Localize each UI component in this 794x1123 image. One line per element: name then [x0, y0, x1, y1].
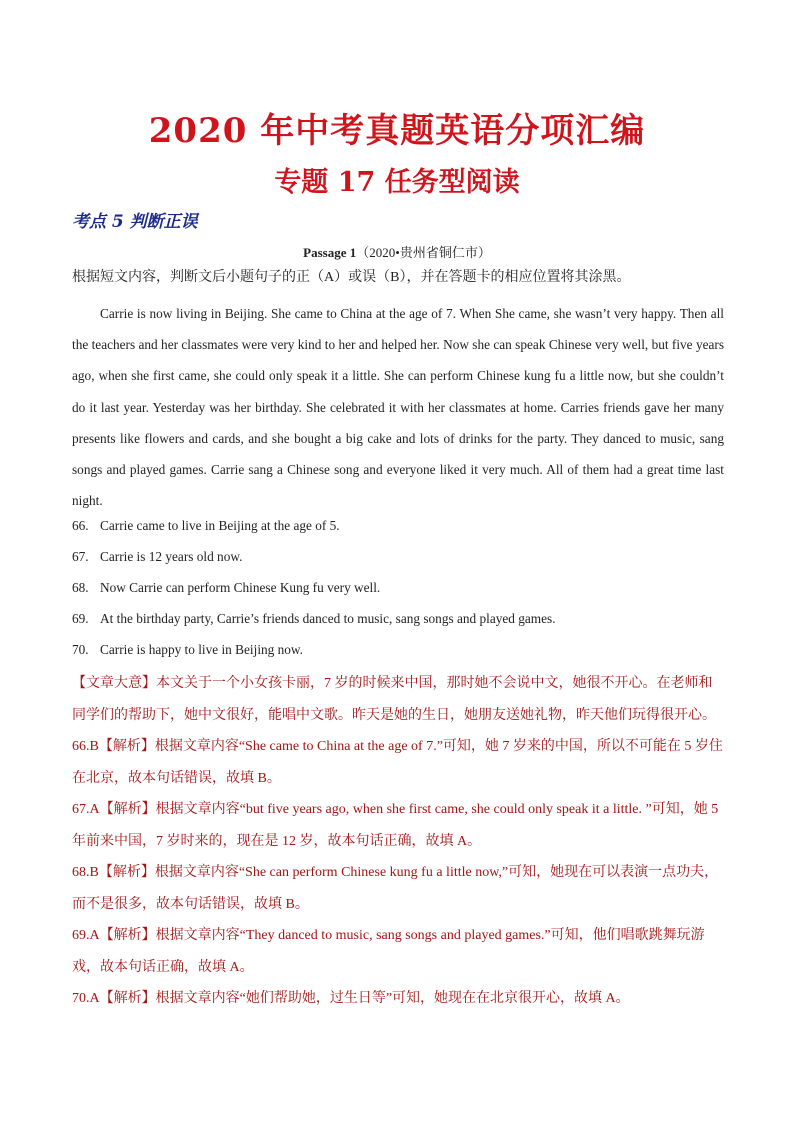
answer-tag: 66.B【解析】	[72, 739, 155, 754]
answer-text: 根据文章内容“She can perform Chinese kung fu a little now,”可知，她现在可以表演一点功夫，而不是很多，故本句话错误，故填 B。	[72, 865, 719, 912]
question-number: 70.	[72, 642, 89, 657]
question-text: Carrie is happy to live in Beijing now.	[100, 642, 303, 657]
page-title: 2020 年中考真题英语分项汇编	[148, 111, 646, 151]
answer-tag: 70.A【解析】	[72, 991, 156, 1006]
question-item	[72, 518, 340, 534]
passage-text: Carrie is now living in Beijing. She came to China at the age of 7. When She came, she wasn’t very happy. Then all the teachers and her classmates were very kind to her and helped her. Now she can speak Chinese very well, but five years ago, when she first came, she could only speak it a little. She can perform Chinese kung fu a little now, but she couldn’t do it last year. Yesterday was her birthday. She celebrated it with her classmates at home. Carries friends gave her many presents like flowers and cards, and she bought a big cake and lots of drinks for the party. They danced to music, sang songs and played games. Carrie sang a Chinese song and everyone liked it very much. All of them had a great time last night.	[72, 306, 724, 509]
question-text: Carrie came to live in Beijing at the age of 5.	[100, 518, 340, 533]
section-heading: 考点 5 判断正误	[72, 212, 198, 232]
answer-item	[72, 920, 724, 983]
answer-text: 根据文章内容“They danced to music, sang songs and played games.”可知，他们唱歌跳舞玩游戏，故本句话正确，故填 A。	[72, 928, 705, 975]
question-text: Carrie is 12 years old now.	[100, 549, 243, 564]
answer-text: 根据文章内容“她们帮助她，过生日等”可知，她现在在北京很开心，故填 A。	[155, 991, 630, 1006]
passage-label: Passage 1	[303, 245, 357, 260]
question-text: At the birthday party, Carrie’s friends danced to music, sang songs and played games.	[100, 611, 556, 626]
answer-block	[72, 668, 724, 1015]
question-number: 67.	[72, 549, 89, 564]
passage-source: （2020•贵州省铜仁市）	[356, 245, 491, 260]
question-number: 68.	[72, 580, 89, 595]
answer-item	[72, 857, 724, 920]
answer-tag: 68.B【解析】	[72, 865, 155, 880]
answer-tag: 69.A【解析】	[72, 928, 156, 943]
question-item	[72, 642, 303, 658]
answer-item	[72, 794, 724, 857]
answer-item	[72, 983, 724, 1015]
answer-tag: 67.A【解析】	[72, 802, 156, 817]
passage-header	[0, 242, 794, 261]
passage-paragraph	[72, 298, 724, 516]
question-number: 69.	[72, 611, 89, 626]
question-item	[72, 611, 556, 627]
question-number: 66.	[72, 518, 89, 533]
answer-text: 根据文章内容“She came to China at the age of 7.”可知，她 7 岁来的中国，所以不可能在 5 岁住在北京，故本句话错误，故填 B。	[72, 739, 723, 786]
question-item	[72, 580, 380, 596]
question-item	[72, 549, 242, 565]
question-text: Now Carrie can perform Chinese Kung fu very well.	[100, 580, 381, 595]
answer-summary	[72, 668, 724, 731]
answer-item	[72, 731, 724, 794]
instruction-text: 根据短文内容，判断文后小题句子的正（A）或误（B），并在答题卡的相应位置将其涂黑。	[72, 270, 631, 285]
answer-tag: 【文章大意】	[72, 676, 156, 691]
page-subtitle: 专题 17 任务型阅读	[274, 167, 520, 198]
answer-text: 根据文章内容“but five years ago, when she first came, she could only speak it a little. ”可知，她 5 年前来中国，7 岁时来的，现在是 12 岁，故本句话正确，故填 A。	[72, 802, 719, 849]
answer-text: 本文关于一个小女孩卡丽，7 岁的时候来中国，那时她不会说中文，她很不开心。在老师和同学们的帮助下，她中文很好，能唱中文歌。昨天是她的生日，她朋友送她礼物，昨天他们玩得很开心。	[72, 676, 716, 723]
